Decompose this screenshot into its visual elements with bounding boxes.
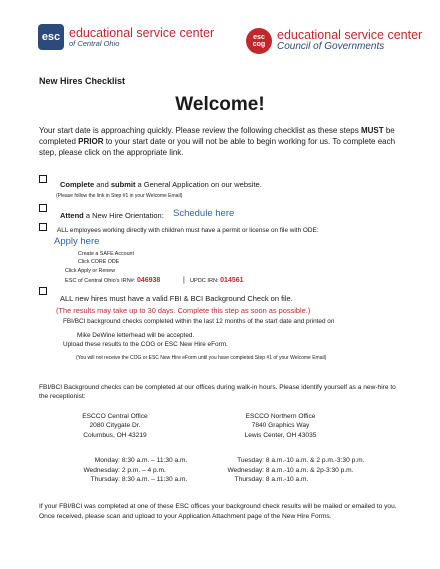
step4-text: ALL new hires must have a valid FBI & BCI Background Check on file. xyxy=(60,294,293,303)
step1-note: (Please follow the link in Step #1 in your Welcome Email) xyxy=(56,193,183,199)
irn-separator: | xyxy=(183,277,185,284)
central-office-hours xyxy=(80,456,187,485)
irn-value: 046938 xyxy=(136,277,161,284)
hours-row: Thursday: 8 a.m.-10 a.m. xyxy=(234,476,309,484)
step1-text: Complete and submit a General Application on our website. xyxy=(60,180,262,189)
office-street: 2080 Citygate Dr. xyxy=(89,422,141,430)
step4-line2: Mike DeWine letterhead will be accepted. xyxy=(77,332,195,339)
welcome-heading: Welcome! xyxy=(175,94,265,115)
step3-checkbox[interactable] xyxy=(39,223,47,231)
step3-text: ALL employees working directly with children must have a permit or license on file with ODE: xyxy=(57,227,319,234)
step4-line3: Upload these results to the COG or ESC New Hire eForm. xyxy=(63,341,228,348)
step4-line1: FBI/BCI background checks completed within the last 12 months of the start date and printed on xyxy=(63,318,335,325)
step4-checkbox[interactable] xyxy=(39,287,47,295)
esc-central-ohio-logo xyxy=(38,24,214,50)
step3-line: Click Apply or Renew xyxy=(65,268,116,274)
esc-logo-icon: esc xyxy=(38,24,64,50)
updc-line xyxy=(190,277,244,284)
hours-row: Monday: 8:30 a.m. – 11:30 a.m. xyxy=(94,457,188,464)
step1-checkbox[interactable] xyxy=(39,175,47,183)
hours-row: Wednesday: 2 p.m. – 4 p.m. xyxy=(83,466,166,474)
prior-emphasis: PRIOR xyxy=(78,136,104,146)
irn-line xyxy=(65,277,160,284)
footer-paragraph: If your FBI/BCI was completed at one of these ESC offices your background check results will be mailed or emailed to you. Once received, please scan and upload to your Application Attachment page of the New Hire Forms. xyxy=(39,503,397,520)
northern-office-address xyxy=(228,412,333,440)
hours-row: Wednesday: 8 a.m.-10 a.m. & 2p-3:30 p.m. xyxy=(227,466,354,474)
logo-name: educational service center xyxy=(277,28,423,43)
northern-office-hours xyxy=(222,456,364,485)
updc-label: UPDC IRN: xyxy=(190,278,219,284)
cog-logo-icon: esc cog xyxy=(246,28,272,54)
logo-name: educational service center xyxy=(69,25,215,40)
step2-checkbox[interactable] xyxy=(39,204,47,212)
office-city: Lewis Center, OH 43035 xyxy=(244,431,317,439)
must-emphasis: MUST xyxy=(360,126,384,135)
step4-warning: (The results may take up to 30 days. Complete this step as soon as possible.) xyxy=(56,306,311,315)
central-office-address xyxy=(70,412,160,440)
updc-value: 014561 xyxy=(220,277,244,284)
hours-row: Tuesday: 8 a.m.-10 a.m. & 2 p.m.-3:30 p.m. xyxy=(237,457,365,464)
offices-intro: FBI/BCI Background checks can be completed at our offices during walk-in hours. Please identify yourself as a new-hire to the receptionist: xyxy=(39,384,396,401)
intro-paragraph: Your start date is approaching quickly. Please review the following checklist as these steps MUST be completed PRIOR to your start date or you will not be able to begin working for us. To complete each step, please click on the appropriate link. xyxy=(39,126,396,157)
office-name: ESCCO Central Office xyxy=(82,413,148,420)
esc-cog-logo xyxy=(246,28,422,54)
office-name: ESCCO Northern Office xyxy=(245,413,316,420)
schedule-here-link[interactable]: Schedule here xyxy=(173,208,235,219)
irn-label: ESC of Central Ohio's IRN#: xyxy=(65,278,136,284)
document-title: New Hires Checklist xyxy=(39,76,126,86)
hours-row: Thursday: 8:30 a.m. – 11:30 a.m. xyxy=(90,476,188,484)
step3-line: Create a SAFE Account xyxy=(78,251,134,257)
logo-subtitle: Council of Governments xyxy=(277,41,385,53)
step2-text: Attend a New Hire Orientation: xyxy=(60,211,164,220)
office-city: Columbus, OH 43219 xyxy=(83,431,147,439)
apply-here-link[interactable]: Apply here xyxy=(54,236,100,247)
step4-note: (You will not receive the COG or ESC New Hire eForm until you have completed Step #1 of your Welcome Email) xyxy=(76,355,327,361)
step3-line: Click CORE ODE xyxy=(78,259,120,265)
logo-subtitle: of Central Ohio xyxy=(69,38,120,48)
office-street: 7840 Graphics Way xyxy=(251,422,310,430)
